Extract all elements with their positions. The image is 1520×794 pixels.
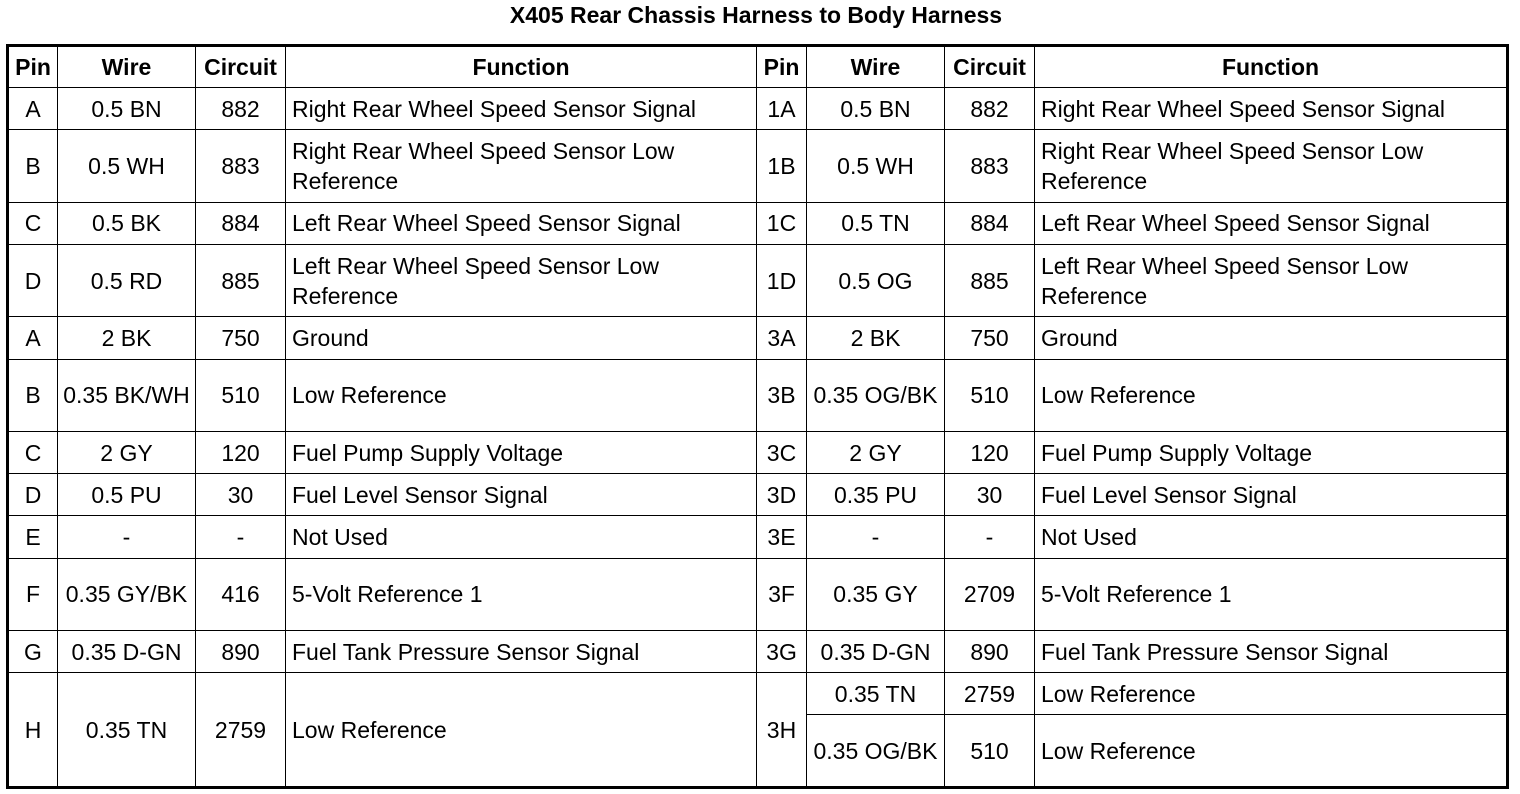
pin-cell: C — [8, 432, 58, 474]
wire-cell: 2 GY — [58, 432, 196, 474]
function-cell: Not Used — [1035, 516, 1508, 558]
pin-cell: 3A — [757, 317, 807, 359]
header-cell: Function — [286, 46, 757, 88]
function-cell: Fuel Tank Pressure Sensor Signal — [1035, 631, 1508, 673]
circuit-cell: 890 — [196, 631, 286, 673]
wire-cell: - — [807, 516, 945, 558]
table-row — [8, 673, 1508, 715]
pin-cell: H — [8, 673, 58, 788]
function-cell: Left Rear Wheel Speed Sensor Signal — [286, 202, 757, 244]
circuit-cell: 2709 — [945, 558, 1035, 630]
wire-cell: 2 BK — [58, 317, 196, 359]
circuit-cell: 882 — [945, 88, 1035, 130]
wire-cell: 0.5 WH — [58, 130, 196, 202]
function-cell: Fuel Pump Supply Voltage — [1035, 432, 1508, 474]
circuit-cell: 885 — [945, 245, 1035, 317]
wire-cell: 2 BK — [807, 317, 945, 359]
pin-cell: 3C — [757, 432, 807, 474]
pin-cell: D — [8, 245, 58, 317]
table-row — [8, 202, 1508, 244]
pinout-table — [6, 44, 1509, 789]
wire-cell: 0.5 BK — [58, 202, 196, 244]
wire-cell: 0.5 BN — [807, 88, 945, 130]
header-cell: Wire — [58, 46, 196, 88]
circuit-cell: 2759 — [945, 673, 1035, 715]
table-row — [8, 317, 1508, 359]
circuit-cell: 510 — [945, 359, 1035, 431]
header-cell: Wire — [807, 46, 945, 88]
pin-cell: E — [8, 516, 58, 558]
wire-cell: 0.35 TN — [807, 673, 945, 715]
wire-cell: 0.5 PU — [58, 474, 196, 516]
function-cell: 5-Volt Reference 1 — [1035, 558, 1508, 630]
function-cell: Fuel Level Sensor Signal — [286, 474, 757, 516]
pin-cell: G — [8, 631, 58, 673]
table-row — [8, 474, 1508, 516]
circuit-cell: 2759 — [196, 673, 286, 788]
wire-cell: 0.35 D-GN — [807, 631, 945, 673]
header-cell: Circuit — [196, 46, 286, 88]
function-cell: Left Rear Wheel Speed Sensor Signal — [1035, 202, 1508, 244]
wire-cell: 0.35 PU — [807, 474, 945, 516]
table-row — [8, 432, 1508, 474]
wire-cell: 0.35 OG/BK — [807, 715, 945, 788]
table-row — [8, 130, 1508, 202]
circuit-cell: 30 — [196, 474, 286, 516]
pin-cell: F — [8, 558, 58, 630]
circuit-cell: 416 — [196, 558, 286, 630]
pin-cell: C — [8, 202, 58, 244]
pin-cell: 3B — [757, 359, 807, 431]
pin-cell: 1C — [757, 202, 807, 244]
wire-cell: 0.5 WH — [807, 130, 945, 202]
header-cell: Pin — [757, 46, 807, 88]
table-row — [8, 245, 1508, 317]
table-row — [8, 516, 1508, 558]
header-cell: Pin — [8, 46, 58, 88]
pin-cell: 3H — [757, 673, 807, 788]
wire-cell: 0.35 OG/BK — [807, 359, 945, 431]
circuit-cell: 30 — [945, 474, 1035, 516]
circuit-cell: - — [945, 516, 1035, 558]
wire-cell: 0.5 TN — [807, 202, 945, 244]
wire-cell: 0.5 BN — [58, 88, 196, 130]
wire-cell: 0.35 D-GN — [58, 631, 196, 673]
wire-cell: 0.35 BK/WH — [58, 359, 196, 431]
pin-cell: A — [8, 88, 58, 130]
pin-cell: 3F — [757, 558, 807, 630]
pin-cell: 3G — [757, 631, 807, 673]
function-cell: Low Reference — [286, 359, 757, 431]
header-cell: Circuit — [945, 46, 1035, 88]
wire-cell: 0.35 TN — [58, 673, 196, 788]
circuit-cell: 750 — [196, 317, 286, 359]
function-cell: Not Used — [286, 516, 757, 558]
circuit-cell: - — [196, 516, 286, 558]
table-row — [8, 359, 1508, 431]
table-row — [8, 631, 1508, 673]
function-cell: Fuel Pump Supply Voltage — [286, 432, 757, 474]
circuit-cell: 890 — [945, 631, 1035, 673]
wire-cell: 0.35 GY/BK — [58, 558, 196, 630]
circuit-cell: 883 — [196, 130, 286, 202]
function-cell: Fuel Level Sensor Signal — [1035, 474, 1508, 516]
circuit-cell: 120 — [945, 432, 1035, 474]
circuit-cell: 885 — [196, 245, 286, 317]
header-row — [8, 46, 1508, 88]
pin-cell: D — [8, 474, 58, 516]
function-cell: 5-Volt Reference 1 — [286, 558, 757, 630]
pin-cell: B — [8, 359, 58, 431]
circuit-cell: 882 — [196, 88, 286, 130]
circuit-cell: 884 — [945, 202, 1035, 244]
function-cell: Left Rear Wheel Speed Sensor Low Reference — [1035, 245, 1508, 317]
function-cell: Right Rear Wheel Speed Sensor Signal — [1035, 88, 1508, 130]
function-cell: Right Rear Wheel Speed Sensor Low Reference — [286, 130, 757, 202]
pin-cell: B — [8, 130, 58, 202]
pin-cell: 3E — [757, 516, 807, 558]
wire-cell: 0.5 OG — [807, 245, 945, 317]
function-cell: Low Reference — [1035, 715, 1508, 788]
pin-cell: 3D — [757, 474, 807, 516]
circuit-cell: 884 — [196, 202, 286, 244]
function-cell: Low Reference — [286, 673, 757, 788]
circuit-cell: 750 — [945, 317, 1035, 359]
wire-cell: 2 GY — [807, 432, 945, 474]
wire-cell: - — [58, 516, 196, 558]
pin-cell: 1D — [757, 245, 807, 317]
circuit-cell: 510 — [196, 359, 286, 431]
function-cell: Ground — [1035, 317, 1508, 359]
wire-cell: 0.5 RD — [58, 245, 196, 317]
function-cell: Fuel Tank Pressure Sensor Signal — [286, 631, 757, 673]
function-cell: Low Reference — [1035, 359, 1508, 431]
circuit-cell: 883 — [945, 130, 1035, 202]
pin-cell: 1A — [757, 88, 807, 130]
function-cell: Right Rear Wheel Speed Sensor Low Reference — [1035, 130, 1508, 202]
circuit-cell: 510 — [945, 715, 1035, 788]
table-title: X405 Rear Chassis Harness to Body Harness — [509, 2, 1003, 28]
table-row — [8, 88, 1508, 130]
pin-cell: 1B — [757, 130, 807, 202]
function-cell: Left Rear Wheel Speed Sensor Low Reference — [286, 245, 757, 317]
pin-cell: A — [8, 317, 58, 359]
header-cell: Function — [1035, 46, 1508, 88]
table-row — [8, 558, 1508, 630]
function-cell: Ground — [286, 317, 757, 359]
function-cell: Right Rear Wheel Speed Sensor Signal — [286, 88, 757, 130]
function-cell: Low Reference — [1035, 673, 1508, 715]
wire-cell: 0.35 GY — [807, 558, 945, 630]
circuit-cell: 120 — [196, 432, 286, 474]
